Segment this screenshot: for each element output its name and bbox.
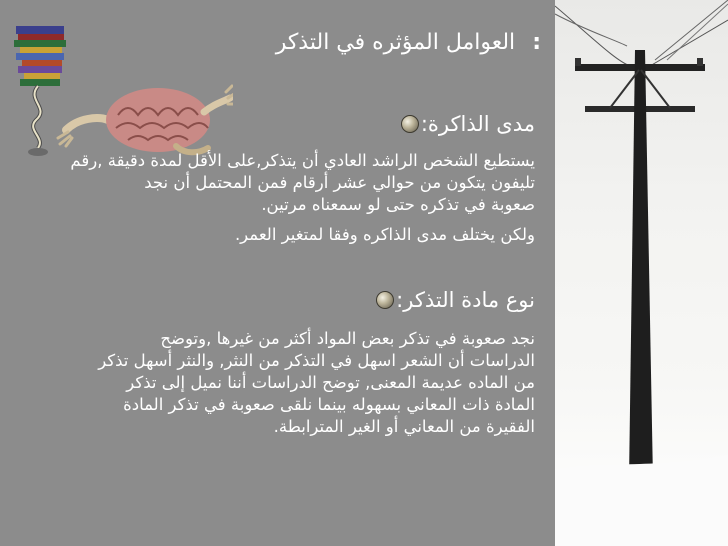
paragraph-line: الفقيرة من المعاني أو الغير المترابطة.: [273, 417, 535, 436]
bullet-icon: [401, 115, 419, 133]
brain-books-clipart: [8, 20, 233, 160]
section-heading-material-type: [370, 288, 535, 312]
title-text: العوامل المؤثره في التذكر: [275, 30, 516, 55]
paragraph-material-type: [98, 328, 535, 438]
heading-label: مدى الذاكرة:: [420, 112, 535, 136]
bullet-icon: [376, 291, 394, 309]
paragraph-line: تليفون يتكون من حوالي عشر أرقام فمن المحتمل أن نجد: [144, 173, 535, 192]
power-pole-photo: [555, 0, 728, 546]
paragraph-line: المادة ذات المعاني بسهوله بينما نلقى صعوبة في تذكر المادة: [123, 395, 535, 414]
paragraph-line: من الماده عديمة المعنى, توضح الدراسات أننا نميل إلى تذكر: [126, 373, 535, 392]
paragraph-line: صعوبة في تذكره حتى لو سمعناه مرتين.: [261, 195, 535, 214]
paragraph-line: الدراسات أن الشعر اسهل في التذكر من النثر, والنثر أسهل تذكر: [98, 351, 535, 370]
paragraph-line: نجد صعوبة في تذكر بعض المواد أكثر من غيرها ,وتوضح: [160, 329, 535, 348]
paragraph-memory-span: [70, 150, 535, 246]
title-colon: :: [532, 30, 541, 55]
slide-title: [276, 30, 541, 55]
paragraph-line: يستطيع الشخص الراشد العادي أن يتذكر,على الأقل لمدة دقيقة ,رقم: [70, 151, 535, 170]
paragraph-line: ولكن يختلف مدى الذاكره وفقا لمتغير العمر.: [234, 225, 535, 244]
power-pole-graphic: [555, 0, 728, 546]
heading-label: نوع مادة التذكر:: [396, 288, 535, 312]
section-heading-memory-span: [395, 112, 535, 136]
